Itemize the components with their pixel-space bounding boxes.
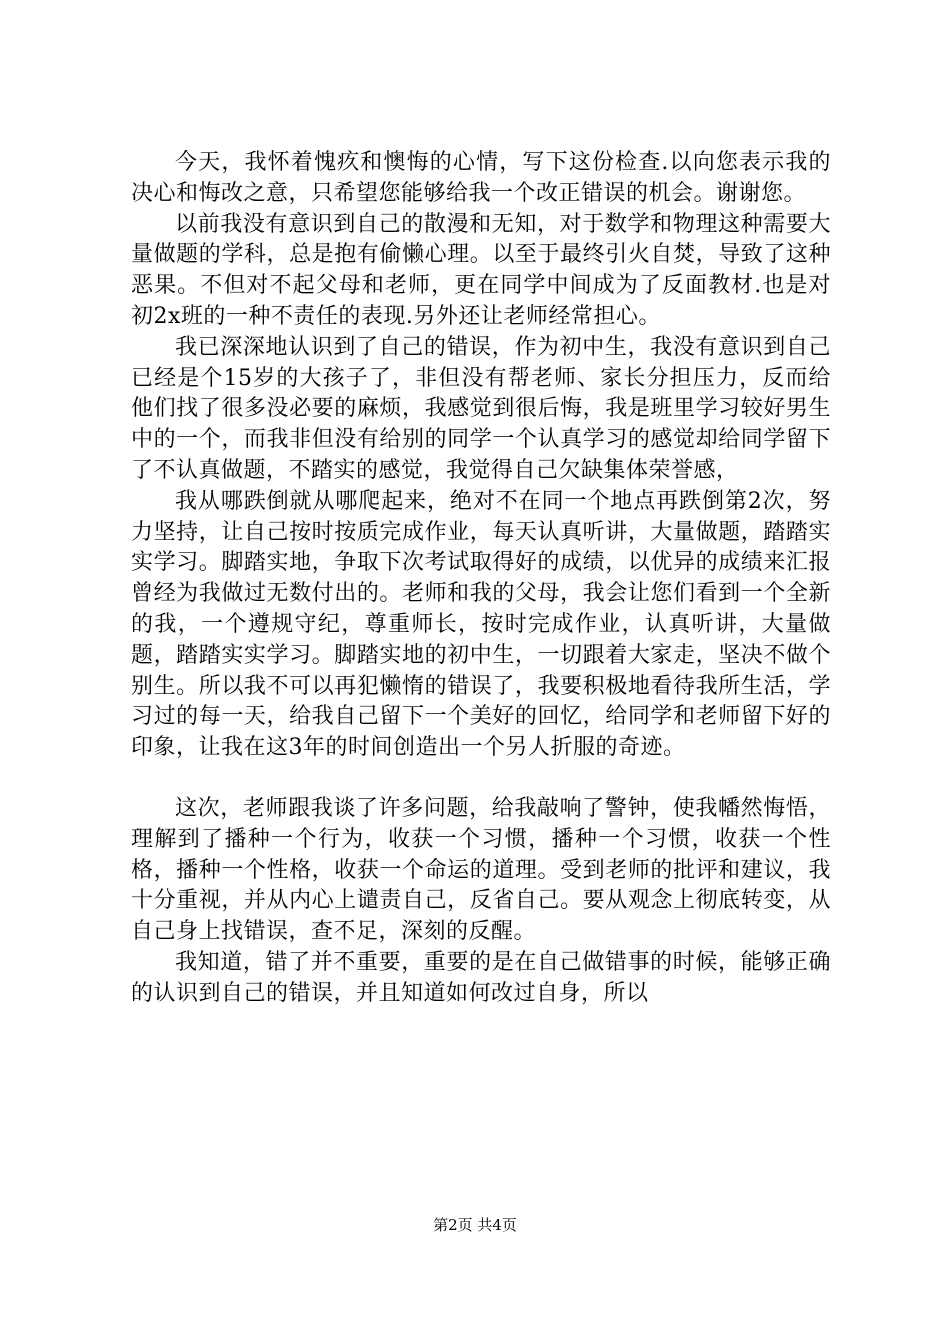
paragraph-gap xyxy=(131,764,831,794)
paragraph-4: 我从哪跌倒就从哪爬起来，绝对不在同一个地点再跌倒第2次，努力坚持，让自己按时按质完成作业，每天认真听讲，大量做题，踏踏实实学习。脚踏实地，争取下次考试取得好的成绩，以优异的成绩来汇报曾经为我做过无数付出的。老师和我的父母，我会让您们看到一个全新的我，一个遵规守纪，尊重师长，按时完成作业，认真听讲，大量做题，踏踏实实学习。脚踏实地的初中生，一切跟着大家走，坚决不做个别生。所以我不可以再犯懒惰的错误了，我要积极地看待我所生活，学习过的每一天，给我自己留下一个美好的回忆，给同学和老师留下好的印象，让我在这3年的时间创造出一个另人折服的奇迹。 xyxy=(131,488,831,761)
paragraph-6: 我知道，错了并不重要，重要的是在自己做错事的时候，能够正确的认识到自己的错误，并且知道如何改过自身，所以 xyxy=(131,949,831,1006)
paragraph-3: 我已深深地认识到了自己的错误，作为初中生，我没有意识到自己已经是个15岁的大孩子了，非但没有帮老师、家长分担压力，反而给他们找了很多没必要的麻烦，我感觉到很后悔，我是班里学习较好男生中的一个，而我非但没有给别的同学一个认真学习的感觉却给同学留下了不认真做题，不踏实的感觉，我觉得自己欠缺集体荣誉感， xyxy=(131,334,831,483)
page-footer: 第2页 共4页 xyxy=(433,1216,517,1234)
document-body xyxy=(131,148,831,1010)
paragraph-1: 今天，我怀着愧疚和懊悔的心情，写下这份检查.以向您表示我的决心和悔改之意，只希望您能够给我一个改正错误的机会。谢谢您。 xyxy=(131,150,831,206)
paragraph-2: 以前我没有意识到自己的散漫和无知，对于数学和物理这种需要大量做题的学科，总是抱有偷懒心理。以至于最终引火自焚，导致了这种恶果。不但对不起父母和老师，更在同学中间成为了反面教材.也是对初2x班的一种不责任的表现.另外还让老师经常担心。 xyxy=(131,211,831,329)
paragraph-5: 这次，老师跟我谈了许多问题，给我敲响了警钟，使我幡然悔悟，理解到了播种一个行为，收获一个习惯，播种一个习惯，收获一个性格，播种一个性格，收获一个命运的道理。受到老师的批评和建议，我十分重视，并从内心上谴责自己，反省自己。要从观念上彻底转变，从自己身上找错误，查不足，深刻的反醒。 xyxy=(131,795,831,945)
